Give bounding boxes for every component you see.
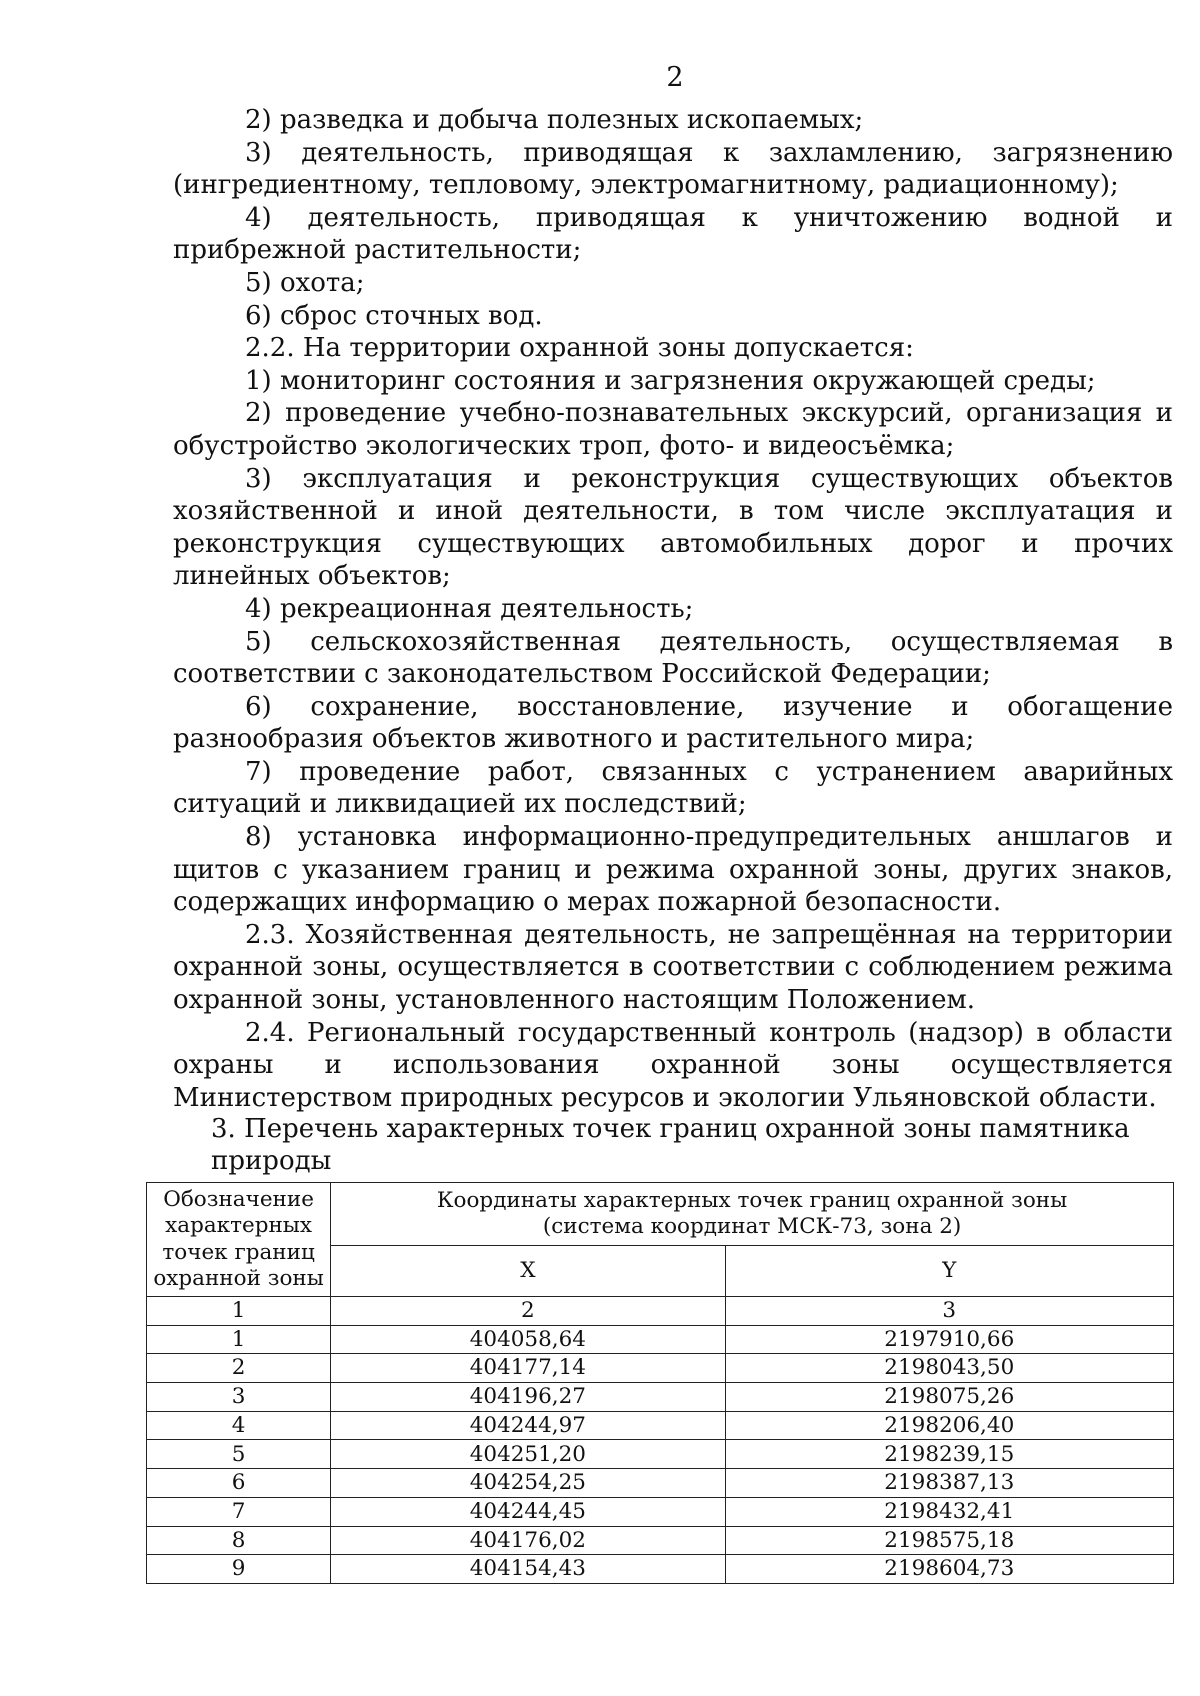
column-number-cell: 2 (331, 1297, 725, 1326)
point-cell: 9 (147, 1555, 331, 1584)
header-x: X (331, 1246, 725, 1297)
header-coordinates-title: Координаты характерных точек границ охранной зоны (436, 1188, 1068, 1213)
header-coordinates-group (331, 1183, 1174, 1246)
y-cell: 2198604,73 (725, 1555, 1173, 1584)
clause-2-4: 2.4. Региональный государственный контроль (надзор) в области охраны и использования охранной зоны осуществляется Министерством природных ресурсов и экологии Ульяновской области. (173, 1017, 1173, 1113)
y-cell: 2198575,18 (725, 1526, 1173, 1555)
point-cell: 3 (147, 1383, 331, 1412)
x-cell: 404154,43 (331, 1555, 725, 1584)
point-cell: 8 (147, 1526, 331, 1555)
header-point-designation: Обозначение характерных точек границ охранной зоны (147, 1183, 331, 1297)
list-item-excursions: 2) проведение учебно-познавательных экскурсий, организация и обустройство экологических троп, фото- и видеосъёмка; (173, 398, 1173, 461)
page-number: 2 (666, 62, 684, 93)
list-item-operation-reconstruction: 3) эксплуатация и реконструкция существующих объектов хозяйственной и иной деятельности, в том числе эксплуатация и реконструкция существующих автомобильных дорог и прочих линейных объектов; (173, 463, 1173, 592)
column-number-row (147, 1297, 1174, 1326)
x-cell: 404176,02 (331, 1526, 725, 1555)
coordinates-table-body (147, 1297, 1174, 1584)
list-item-vegetation-destruction: 4) деятельность, приводящая к уничтожению водной и прибрежной растительности; (173, 202, 1173, 266)
x-cell: 404254,25 (331, 1469, 725, 1498)
clause-2-3: 2.3. Хозяйственная деятельность, не запрещённая на территории охранной зоны, осуществляется в соответствии с соблюдением режима охранной зоны, установленного настоящим Положением. (173, 919, 1173, 1016)
x-cell: 404244,45 (331, 1497, 725, 1526)
table-row (147, 1354, 1174, 1383)
list-item-exploration: 2) разведка и добыча полезных ископаемых; (245, 105, 864, 135)
point-cell: 2 (147, 1354, 331, 1383)
point-cell: 1 (147, 1325, 331, 1354)
table-row (147, 1325, 1174, 1354)
header-y: Y (725, 1246, 1173, 1297)
list-item-littering: 3) деятельность, приводящая к захламлению, загрязнению (ингредиентному, тепловому, электромагнитному, радиационному); (173, 137, 1173, 201)
table-row (147, 1555, 1174, 1584)
coordinates-table (146, 1182, 1174, 1584)
body-text (173, 104, 1173, 1114)
table-row (147, 1526, 1174, 1555)
list-item-emergency-works: 7) проведение работ, связанных с устранением аварийных ситуаций и ликвидацией их последствий; (173, 756, 1173, 820)
x-cell: 404177,14 (331, 1354, 725, 1383)
column-number-cell: 3 (725, 1297, 1173, 1326)
x-cell: 404058,64 (331, 1325, 725, 1354)
x-cell: 404196,27 (331, 1383, 725, 1412)
table-row (147, 1411, 1174, 1440)
table-row (147, 1383, 1174, 1412)
table-row (147, 1469, 1174, 1498)
point-cell: 4 (147, 1411, 331, 1440)
list-item-signage: 8) установка информационно-предупредительных аншлагов и щитов с указанием границ и режима охранной зоны, других знаков, содержащих информацию о мерах пожарной безопасности. (173, 822, 1173, 918)
section-3-heading: 3. Перечень характерных точек границ охранной зоны памятника природы (211, 1114, 1130, 1176)
list-item-biodiversity: 6) сохранение, восстановление, изучение и обогащение разнообразия объектов животного и растительного мира; (173, 691, 1173, 755)
clause-2-2: 2.2. На территории охранной зоны допускается: (245, 333, 914, 364)
list-item-agriculture: 5) сельскохозяйственная деятельность, осуществляемая в соответствии с законодательством Российской Федерации; (173, 626, 1173, 690)
x-cell: 404251,20 (331, 1440, 725, 1469)
y-cell: 2198432,41 (725, 1497, 1173, 1526)
point-cell: 7 (147, 1497, 331, 1526)
y-cell: 2197910,66 (725, 1325, 1173, 1354)
table-row (147, 1440, 1174, 1469)
y-cell: 2198239,15 (725, 1440, 1173, 1469)
column-number-cell: 1 (147, 1297, 331, 1326)
list-item-sewage-discharge: 6) сброс сточных вод. (245, 300, 543, 331)
y-cell: 2198206,40 (725, 1411, 1173, 1440)
y-cell: 2198075,26 (725, 1383, 1173, 1412)
y-cell: 2198043,50 (725, 1354, 1173, 1383)
list-item-hunting: 5) охота; (245, 267, 365, 298)
point-cell: 6 (147, 1469, 331, 1498)
list-item-recreation: 4) рекреационная деятельность; (245, 593, 694, 624)
table-row (147, 1497, 1174, 1526)
point-cell: 5 (147, 1440, 331, 1469)
x-cell: 404244,97 (331, 1411, 725, 1440)
list-item-monitoring: 1) мониторинг состояния и загрязнения окружающей среды; (245, 365, 1096, 396)
header-coordinate-system: (система координат МСК-73, зона 2) (542, 1214, 962, 1239)
y-cell: 2198387,13 (725, 1469, 1173, 1498)
